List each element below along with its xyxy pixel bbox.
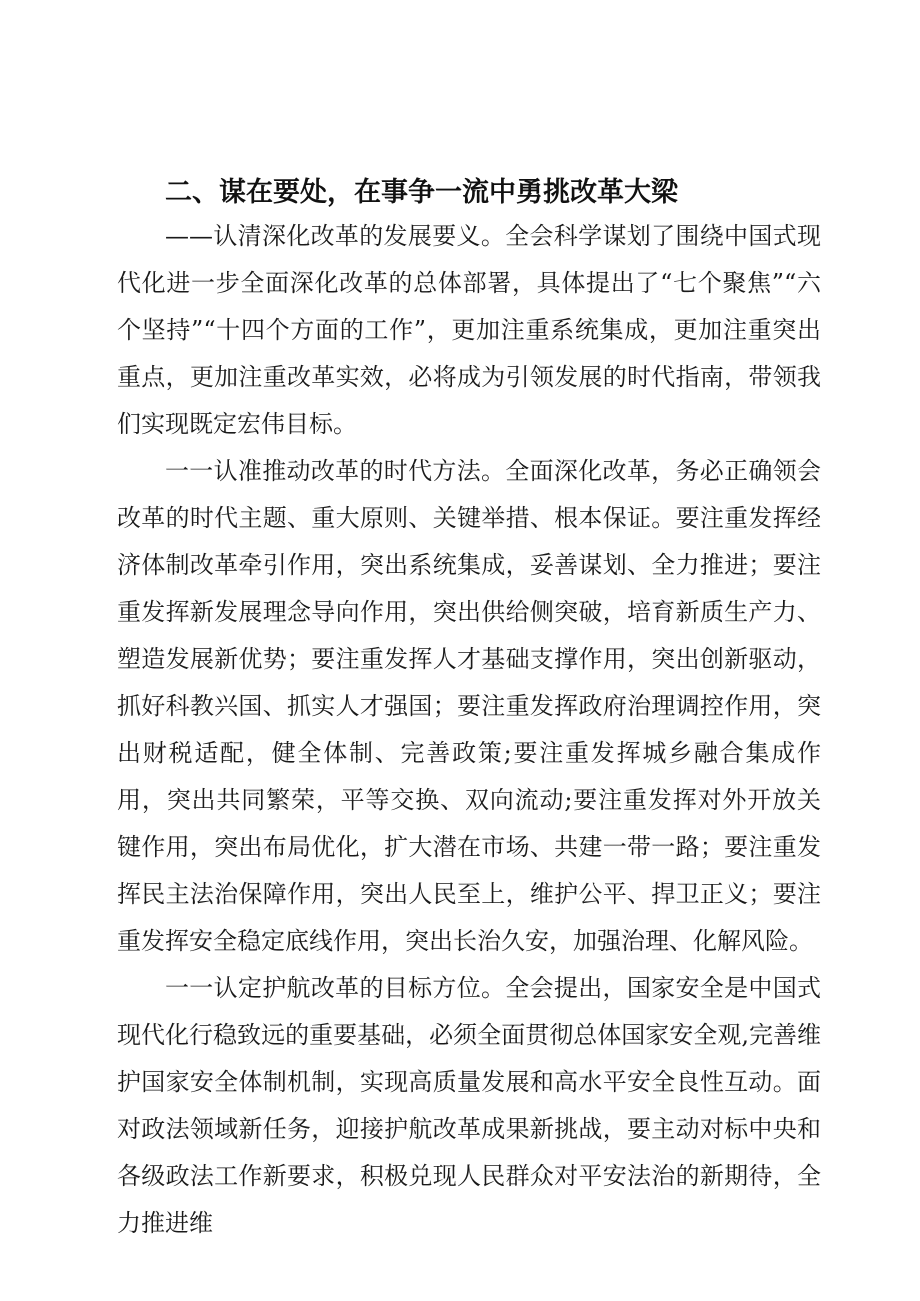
section-heading: 二、谋在要处，在事争一流中勇挑改革大梁 bbox=[165, 177, 678, 208]
paragraph-reform-goal: 一一认定护航改革的目标方位。全会提出，国家安全是中国式现代化行稳致远的重要基础，必须全面贯彻总体国家安全观,完善维护国家安全体制机制，实现高质量发展和高水平安全良性互动。面对政法领域新任务，迎接护航改革成果新挑战，要主动对标中央和各级政法工作新要求，积极兑现人民群众对平安法治的新期待，全力推进维 bbox=[117, 974, 821, 1237]
body-text bbox=[117, 213, 821, 1247]
paragraph-reform-essence: ——认清深化改革的发展要义。全会科学谋划了围绕中国式现代化进一步全面深化改革的总体部署，具体提出了“七个聚焦”“六个坚持”“十四个方面的工作”，更加注重系统集成，更加注重突出重点，更加注重改革实效，必将成为引领发展的时代指南，带领我们实现既定宏伟目标。 bbox=[117, 222, 821, 438]
paragraph-reform-method: 一一认准推动改革的时代方法。全面深化改革，务必正确领会改革的时代主题、重大原则、关键举措、根本保证。要注重发挥经济体制改革牵引作用，突出系统集成，妥善谋划、全力推进；要注重发挥新发展理念导向作用，突出供给侧突破，培育新质生产力、塑造发展新优势；要注重发挥人才基础支撑作用，突出创新驱动，抓好科教兴国、抓实人才强国；要注重发挥政府治理调控作用，突出财税适配，健全体制、完善政策;要注重发挥城乡融合集成作用，突出共同繁荣，平等交换、双向流动;要注重发挥对外开放关键作用，突出布局优化，扩大潜在市场、共建一带一路；要注重发挥民主法治保障作用，突出人民至上，维护公平、捍卫正义；要注重发挥安全稳定底线作用，突出长治久安，加强治理、化解风险。 bbox=[117, 457, 821, 955]
